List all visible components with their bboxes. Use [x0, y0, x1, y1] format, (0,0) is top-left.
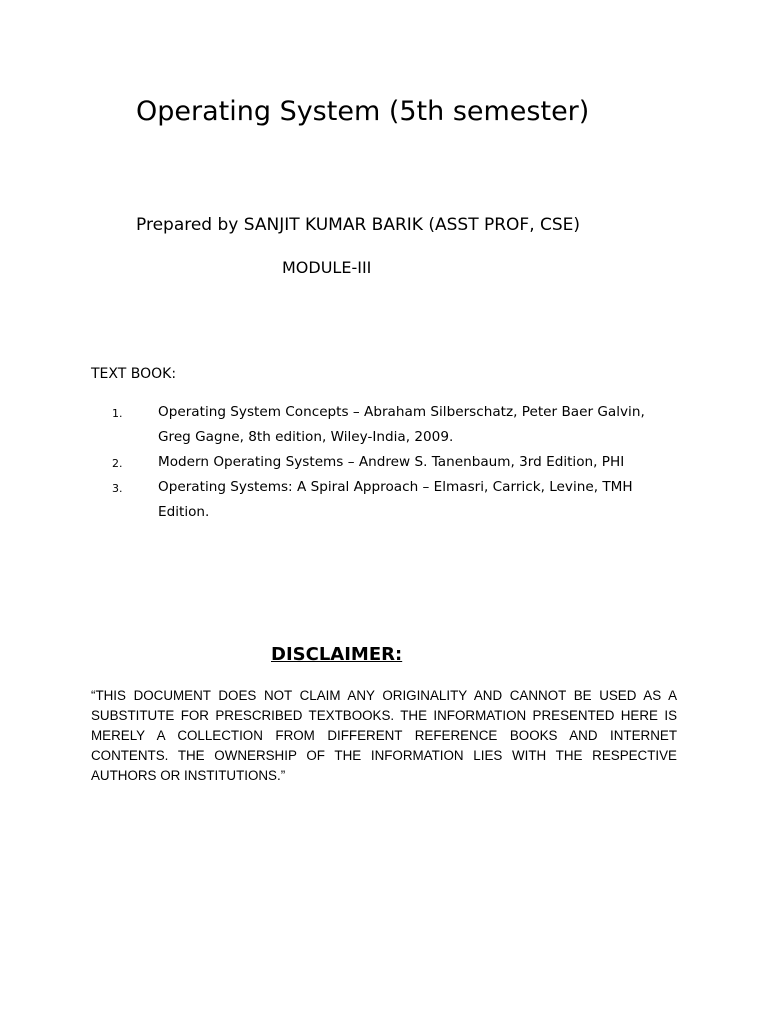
disclaimer-text: “THIS DOCUMENT DOES NOT CLAIM ANY ORIGINALITY AND CANNOT BE USED AS A SUBSTITUTE FOR PRESCRIBED TEXTBOOKS. THE INFORMATION PRESENTED HERE IS MERELY A COLLECTION FROM DIFFERENT REFERENCE BOOKS AND INTERNET CONTENTS. THE OWNERSHIP OF THE INFORMATION LIES WITH THE RESPECTIVE AUTHORS OR INSTITUTIONS.”	[91, 688, 677, 783]
list-number: 1.	[112, 407, 123, 420]
text-book-entry: Operating System Concepts – Abraham Silberschatz, Peter Baer Galvin, Greg Gagne, 8th edition, Wiley-India, 2009.	[158, 404, 645, 445]
text-book-list	[0, 400, 768, 525]
document-title: Operating System (5th semester)	[136, 96, 590, 127]
list-number: 3.	[112, 482, 123, 495]
text-book-item	[0, 450, 678, 475]
prepared-by-line: Prepared by SANJIT KUMAR BARIK (ASST PROF, CSE)	[136, 215, 581, 235]
disclaimer-heading: DISCLAIMER:	[271, 644, 403, 665]
module-label: MODULE-III	[282, 258, 372, 277]
list-number: 2.	[112, 457, 123, 470]
text-book-heading: TEXT BOOK:	[91, 366, 177, 382]
text-book-entry: Modern Operating Systems – Andrew S. Tanenbaum, 3rd Edition, PHI	[158, 454, 625, 470]
text-book-entry: Operating Systems: A Spiral Approach – Elmasri, Carrick, Levine, TMH Edition.	[158, 479, 633, 520]
text-book-item	[0, 400, 678, 450]
text-book-item	[0, 475, 678, 525]
